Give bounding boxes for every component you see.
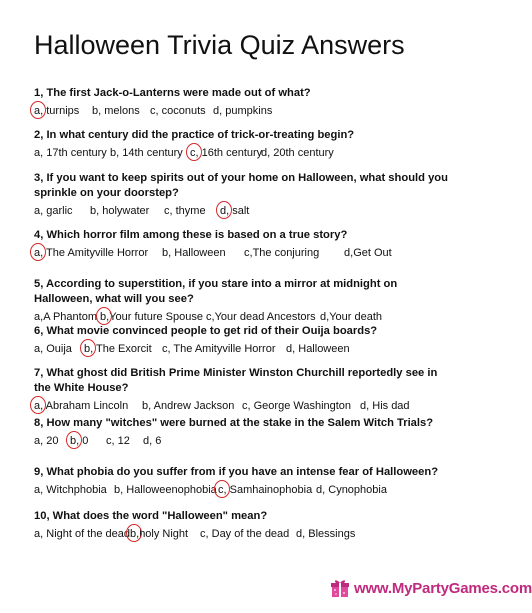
option-text: 12	[114, 435, 130, 447]
option-text: Your future Spouse	[109, 311, 203, 323]
answer-option	[34, 434, 58, 448]
option-text: Cynophobia	[325, 484, 387, 496]
option-letter: b,	[90, 205, 100, 217]
option-letter: d,	[344, 247, 354, 259]
correct-answer-option	[220, 204, 249, 218]
correct-answer-option	[190, 146, 262, 160]
answer-options	[34, 104, 454, 120]
answer-option	[316, 483, 387, 497]
option-letter: d,	[320, 311, 330, 323]
answer-option	[360, 399, 410, 413]
question-7	[34, 366, 454, 415]
option-text: pumpkins	[222, 105, 273, 117]
answer-option	[261, 146, 334, 160]
correct-answer-option	[100, 310, 203, 324]
option-letter: c,	[206, 311, 215, 323]
option-text: Halloweenophobia	[123, 484, 217, 496]
site-logo	[330, 578, 532, 598]
answer-option	[34, 527, 130, 541]
answer-options	[34, 246, 454, 262]
correct-answer-option	[130, 527, 188, 541]
correct-answer-option	[84, 342, 152, 356]
question-text: 3, If you want to keep spirits out of your home on Halloween, what should you sprinkle on your doorstep?	[34, 172, 448, 199]
option-text: The Amityville Horror	[170, 343, 276, 355]
correct-answer-option	[34, 246, 148, 260]
option-text: Halloween	[295, 343, 350, 355]
logo-text: www.MyPartyGames.com	[354, 579, 532, 597]
option-text: garlic	[43, 205, 73, 217]
option-text: Day of the dead	[208, 528, 290, 540]
answer-option	[162, 246, 226, 260]
answer-option	[242, 399, 351, 413]
answer-option	[150, 104, 206, 118]
answer-option	[213, 104, 272, 118]
option-text: Your death	[329, 311, 382, 323]
question-4	[34, 228, 454, 262]
answer-options	[34, 527, 454, 543]
answer-options	[34, 399, 454, 415]
option-text: George Washington	[250, 400, 352, 412]
correct-answer-option	[218, 483, 312, 497]
gift-icon	[330, 578, 350, 598]
question-text: 1, The first Jack-o-Lanterns were made out of what?	[34, 87, 311, 99]
answer-option	[344, 246, 392, 260]
option-letter: c,	[106, 435, 115, 447]
option-letter: d,	[143, 435, 153, 447]
option-letter: d,	[261, 147, 271, 159]
option-letter: a,	[34, 205, 44, 217]
option-letter: c,	[190, 147, 199, 159]
option-text: Get Out	[353, 247, 392, 259]
answer-option	[34, 146, 107, 160]
option-text: thyme	[172, 205, 206, 217]
correct-answer-option	[70, 434, 88, 448]
answer-option	[296, 527, 355, 541]
option-letter: d,	[360, 400, 370, 412]
option-text: The conjuring	[252, 247, 320, 259]
question-text: 7, What ghost did British Prime Minister Winston Churchill reportedly see in the White House?	[34, 367, 438, 394]
option-text: A Phantom	[43, 311, 98, 323]
option-text: 0	[79, 435, 89, 447]
option-text: Night of the dead	[43, 528, 131, 540]
option-letter: b,	[70, 435, 80, 447]
question-text: 4, Which horror film among these is based on a true story?	[34, 229, 348, 241]
option-text: 16th century	[198, 147, 263, 159]
answer-options	[34, 434, 454, 450]
correct-answer-option	[34, 399, 128, 413]
option-letter: c,	[200, 528, 209, 540]
option-text: The Amityville Horror	[43, 247, 149, 259]
answer-option	[143, 434, 161, 448]
answer-option	[320, 310, 382, 324]
option-text: 17th century	[43, 147, 107, 159]
question-9	[34, 465, 454, 499]
option-text: Halloween	[171, 247, 226, 259]
option-text: salt	[229, 205, 250, 217]
option-letter: c,	[218, 484, 227, 496]
option-text: Samhainophobia	[226, 484, 313, 496]
question-8	[34, 416, 454, 450]
question-text: 2, In what century did the practice of trick-or-treating begin?	[34, 129, 355, 141]
question-2	[34, 128, 454, 162]
option-text: Ouija	[43, 343, 72, 355]
option-letter: b,	[110, 147, 120, 159]
option-letter: a,	[34, 435, 44, 447]
question-5	[34, 277, 454, 326]
answer-option	[244, 246, 319, 260]
option-letter: d,	[316, 484, 326, 496]
question-text: 10, What does the word "Halloween" mean?	[34, 510, 268, 522]
option-letter: a,	[34, 105, 44, 117]
answer-option	[286, 342, 350, 356]
option-letter: c,	[162, 343, 171, 355]
option-text: Abraham Lincoln	[43, 400, 129, 412]
answer-option	[106, 434, 130, 448]
correct-answer-option	[34, 104, 79, 118]
answer-options	[34, 342, 454, 358]
answer-option	[110, 146, 183, 160]
option-letter: c,	[242, 400, 251, 412]
option-letter: b,	[142, 400, 152, 412]
option-letter: a,	[34, 484, 44, 496]
option-letter: d,	[296, 528, 306, 540]
option-letter: b,	[114, 484, 124, 496]
answer-options	[34, 483, 454, 499]
answer-options	[34, 204, 454, 220]
option-letter: b,	[92, 105, 102, 117]
answer-option	[34, 310, 97, 324]
answer-option	[162, 342, 276, 356]
option-text: The Exorcit	[93, 343, 152, 355]
answer-option	[206, 310, 316, 324]
option-text: Blessings	[305, 528, 356, 540]
option-letter: a,	[34, 147, 44, 159]
answer-option	[34, 483, 107, 497]
option-letter: b,	[84, 343, 94, 355]
question-1	[34, 86, 454, 120]
option-letter: c,	[244, 247, 253, 259]
option-text: holywater	[99, 205, 150, 217]
answer-option	[34, 342, 72, 356]
answer-option	[200, 527, 289, 541]
question-text: 5, According to superstition, if you stare into a mirror at midnight on Halloween, what will you see?	[34, 278, 398, 305]
option-letter: a,	[34, 311, 44, 323]
option-letter: d,	[286, 343, 296, 355]
option-letter: d,	[213, 105, 223, 117]
option-text: Your dead Ancestors	[214, 311, 316, 323]
option-text: melons	[101, 105, 140, 117]
option-letter: a,	[34, 400, 44, 412]
option-text: 6	[152, 435, 162, 447]
page-title: Halloween Trivia Quiz Answers	[34, 30, 405, 60]
answer-option	[164, 204, 206, 218]
option-text: turnips	[43, 105, 80, 117]
option-letter: c,	[150, 105, 159, 117]
question-text: 6, What movie convinced people to get rid of their Ouija boards?	[34, 325, 378, 337]
option-text: holy Night	[139, 528, 189, 540]
answer-option	[142, 399, 234, 413]
question-3	[34, 171, 454, 220]
option-text: Andrew Jackson	[151, 400, 235, 412]
option-text: His dad	[369, 400, 410, 412]
option-letter: a,	[34, 528, 44, 540]
option-text: 20th century	[270, 147, 334, 159]
option-letter: b,	[130, 528, 140, 540]
question-10	[34, 509, 454, 543]
option-letter: d,	[220, 205, 230, 217]
option-text: 14th century	[119, 147, 183, 159]
option-letter: b,	[162, 247, 172, 259]
answer-option	[92, 104, 140, 118]
option-letter: b,	[100, 311, 110, 323]
option-text: Witchphobia	[43, 484, 107, 496]
option-letter: a,	[34, 343, 44, 355]
answer-option	[114, 483, 217, 497]
question-6	[34, 324, 454, 358]
question-text: 9, What phobia do you suffer from if you have an intense fear of Halloween?	[34, 466, 439, 478]
answer-option	[90, 204, 149, 218]
option-letter: c,	[164, 205, 173, 217]
option-letter: a,	[34, 247, 44, 259]
answer-option	[34, 204, 73, 218]
question-text: 8, How many "witches" were burned at the stake in the Salem Witch Trials?	[34, 417, 434, 429]
answer-options	[34, 146, 454, 162]
option-text: 20	[43, 435, 59, 447]
option-text: coconuts	[158, 105, 206, 117]
